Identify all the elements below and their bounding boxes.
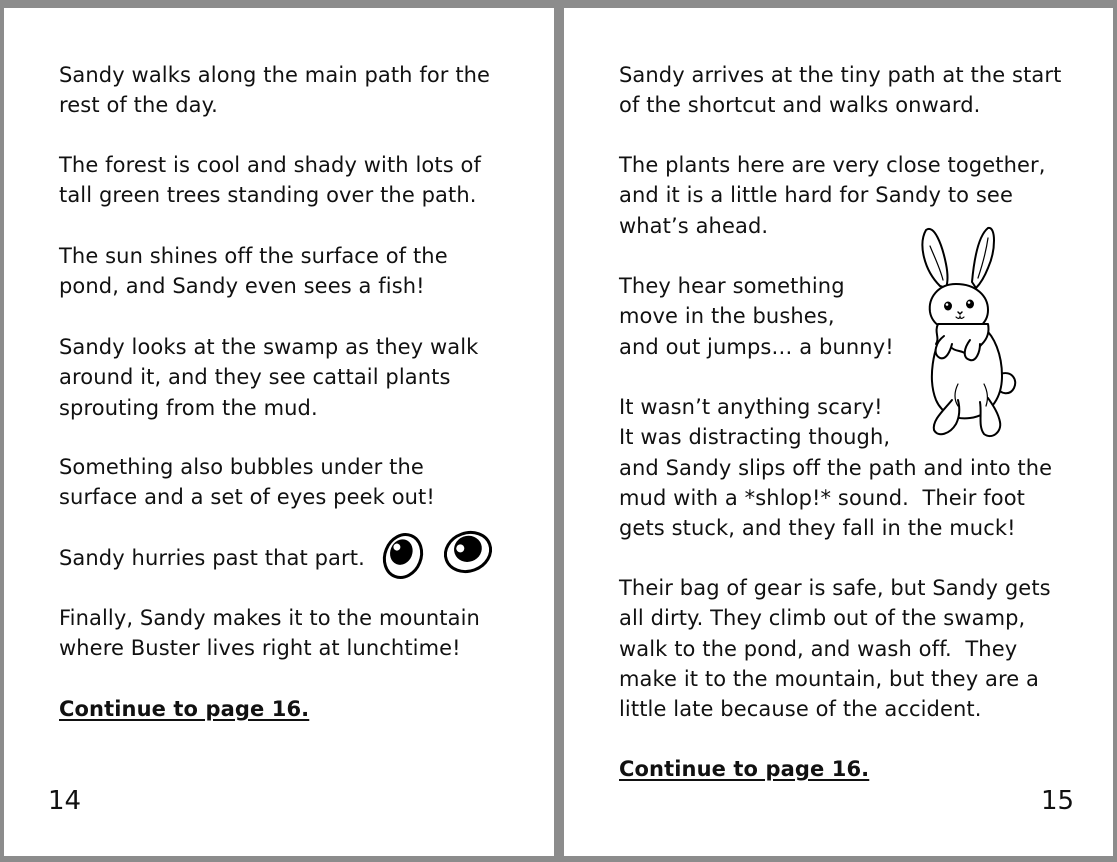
paragraph: The plants here are very close together, and it is a little hard for Sandy to see what’s ahead. (619, 153, 1046, 238)
paragraph: Something also bubbles under the surface and a set of eyes peek out! (59, 455, 435, 510)
eyes-icon (380, 522, 495, 582)
page-number: 14 (48, 786, 82, 816)
paragraph: Their bag of gear is safe, but Sandy gets all dirty. They climb out of the swamp, walk to the pond, and wash off. They make it to the mountain, but they are a little late because of the accident. (619, 576, 1051, 722)
left-page (4, 8, 554, 856)
paragraph: Sandy hurries past that part. (59, 546, 365, 570)
paragraph: Finally, Sandy makes it to the mountain where Buster lives right at lunchtime! (59, 606, 480, 661)
paragraph: Sandy walks along the main path for the rest of the day. (59, 63, 491, 118)
paragraph: Sandy looks at the swamp as they walk around it, and they see cattail plants sprouting from the mud. (59, 335, 479, 420)
paragraph: The sun shines off the surface of the pond, and Sandy even sees a fish! (59, 244, 448, 299)
paragraph: They hear something move in the bushes, and out jumps… a bunny! (619, 274, 894, 359)
paragraph: Sandy arrives at the tiny path at the start of the shortcut and walks onward. (619, 63, 1062, 118)
page-number: 15 (1041, 786, 1075, 816)
right-page (564, 8, 1113, 856)
paragraph: It wasn’t anything scary! It was distracting though, and Sandy slips off the path and into the mud with a *shlop!* sound. Their foot gets stuck, and they fall in the muck! (619, 395, 1053, 541)
continue-link[interactable]: Continue to page 16. (59, 697, 310, 721)
paragraph: The forest is cool and shady with lots of tall green trees standing over the path. (59, 153, 481, 208)
bunny-icon (916, 224, 1020, 442)
continue-link[interactable]: Continue to page 16. (619, 757, 870, 781)
